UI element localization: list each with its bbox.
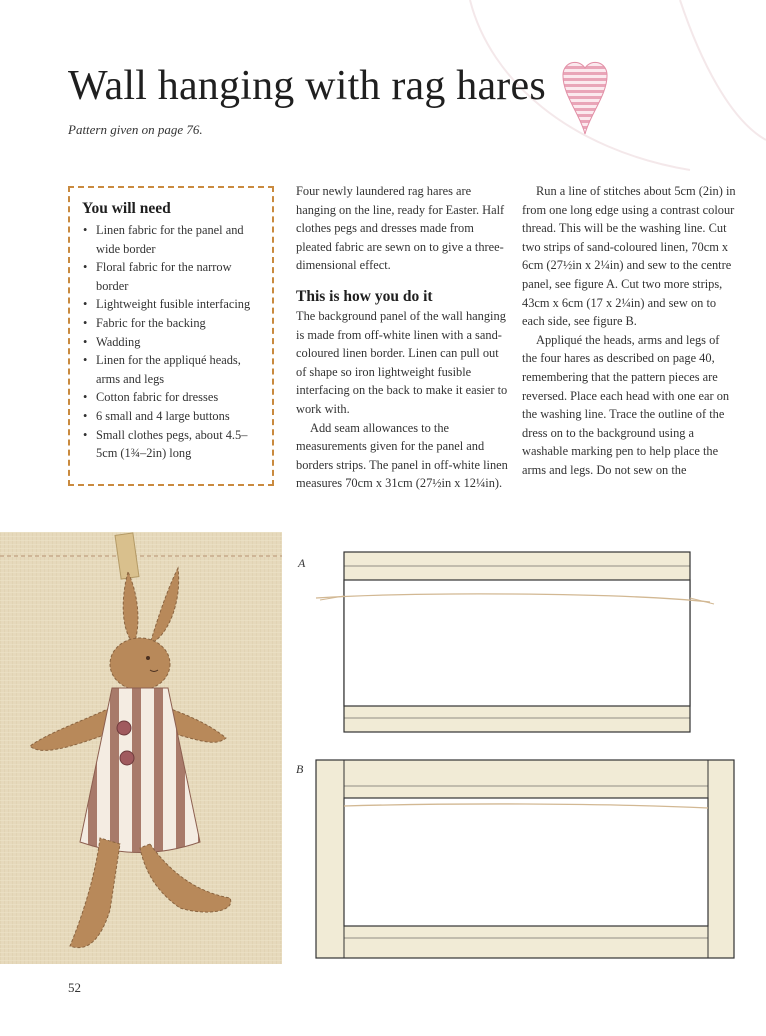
instructions-paragraph: Add seam allowances to the measurements given for the panel and borders strips. The panel in off-white linen measures 70cm x 31cm (27½in x 12¼in). xyxy=(296,420,508,491)
materials-list xyxy=(82,221,262,463)
page-title: Wall hanging with rag hares xyxy=(68,63,546,109)
instructions-paragraph: The background panel of the wall hanging is made from off-white linen with a sand-coloured linen border. Linen can pull out of shape so iron lightweight fusible interfacing on the back to make it easier to work with. xyxy=(296,308,508,416)
list-item: • Linen fabric for the panel and wide border xyxy=(82,221,262,258)
list-item: • Floral fabric for the narrow border xyxy=(82,258,262,295)
figure-a-diagram xyxy=(312,548,722,738)
list-item: • Lightweight fusible interfacing xyxy=(82,295,262,314)
list-item: • Small clothes pegs, about 4.5–5cm (1¾–2in) long xyxy=(82,426,262,463)
materials-box xyxy=(68,186,274,486)
list-item: • 6 small and 4 large buttons xyxy=(82,407,262,426)
instructions-paragraph: Appliqué the heads, arms and legs of the four hares as described on page 40, remembering that the pattern pieces are reversed. Place each head with one ear on the washing line. Trace the outline of the dress on to the background using a washable marking pen to help place the arms and legs. Do not sew on the xyxy=(522,332,730,477)
figure-b-diagram xyxy=(310,756,740,966)
list-item: • Wadding xyxy=(82,333,262,352)
list-item: • Cotton fabric for dresses xyxy=(82,388,262,407)
list-item: • Fabric for the backing xyxy=(82,314,262,333)
materials-title: You will need xyxy=(82,200,171,217)
text-column-middle xyxy=(296,182,508,493)
rag-hare-photo xyxy=(0,532,282,964)
intro-paragraph: Four newly laundered rag hares are hanging on the line, ready for Easter. Half clothes pegs and dresses made from pleated fabric are sewn on to give a three-dimensional effect. xyxy=(296,184,505,273)
figure-a-label: A xyxy=(298,556,306,570)
pattern-note: Pattern given on page 76. xyxy=(68,122,203,137)
figure-b-label: B xyxy=(296,762,304,776)
text-column-right xyxy=(522,182,736,480)
heart-icon xyxy=(560,54,610,138)
instructions-heading: This is how you do it xyxy=(296,287,433,305)
list-item: • Linen for the appliqué heads, arms and legs xyxy=(82,351,262,388)
instructions-paragraph: Run a line of stitches about 5cm (2in) in from one long edge using a contrast colour thread. This will be the washing line. Cut two strips of sand-coloured linen, 70cm x 6cm (27½in x 2¼in) and sew to the centre panel, see figure A. Cut two more strips, 43cm x 6cm (17 x 2¼in) and sew on to each side, see figure B. xyxy=(522,184,736,329)
page-number: 52 xyxy=(68,980,81,995)
